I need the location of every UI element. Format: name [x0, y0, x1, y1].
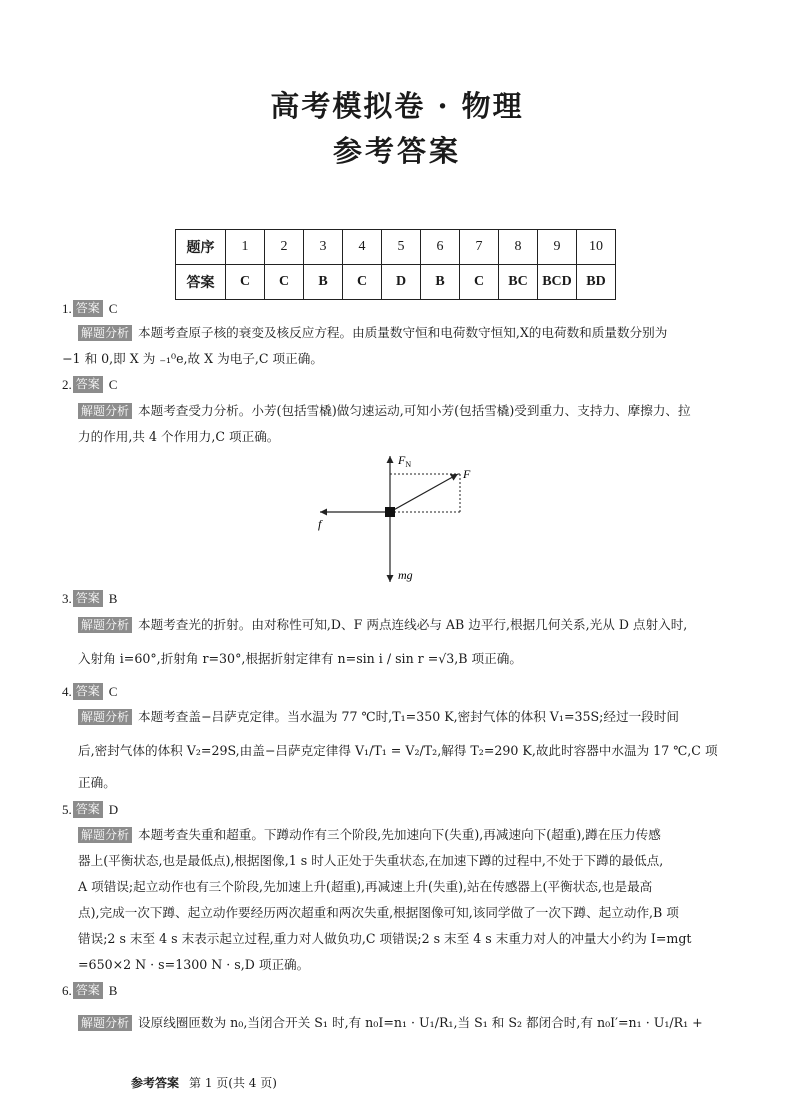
question-4-analysis — [78, 704, 728, 796]
question-number: 6. — [62, 982, 72, 998]
page-title: 高考模拟卷 · 物理 — [270, 89, 524, 123]
question-1-analysis — [62, 320, 728, 372]
block — [385, 507, 395, 517]
analysis-line: A 项错误;起立动作也有三个阶段,先加速上升(超重),再减速上升(失重),站在传感器上(平衡状态,也是最高 — [78, 879, 653, 894]
answer-tag: 答案 — [73, 801, 103, 818]
answer-table-number-row — [176, 230, 616, 265]
pull-force-arrow — [390, 474, 458, 512]
question-number: 3. — [62, 590, 72, 606]
table-cell: 8 — [499, 230, 538, 265]
analysis-tag: 解题分析 — [78, 1015, 132, 1031]
table-cell: C — [460, 265, 499, 300]
analysis-line: =650×2 N · s=1300 N · s,D 项正确。 — [78, 957, 310, 972]
analysis-line: 器上(平衡状态,也是最低点),根据图像,1 s 时人正处于失重状态,在加速下蹲的过程中,不处于下蹲的最低点, — [78, 853, 664, 868]
analysis-line: 本题考查盖−吕萨克定律。当水温为 77 ℃时,T₁=350 K,密封气体的体积 V₁=35S;经过一段时间 — [138, 709, 679, 724]
question-answer: C — [108, 300, 118, 316]
table-cell: 7 — [460, 230, 499, 265]
page-footer — [131, 1074, 277, 1091]
analysis-line: 本题考查失重和超重。下蹲动作有三个阶段,先加速向下(失重),再减速向下(超重),蹲在压力传感 — [138, 827, 661, 842]
pull-force-label: F — [463, 467, 471, 481]
answer-tag: 答案 — [73, 300, 103, 317]
analysis-line: 力的作用,共 4 个作用力,C 项正确。 — [78, 429, 280, 444]
gravity-label: mg — [398, 568, 413, 582]
answer-tag: 答案 — [73, 683, 103, 700]
question-3-header — [62, 590, 117, 607]
analysis-line: 正确。 — [78, 775, 116, 790]
analysis-line: 入射角 i=60°,折射角 r=30°,根据折射定律有 n=sin i / sin r =√3,B 项正确。 — [78, 651, 522, 666]
page-number: 第 1 页(共 4 页) — [189, 1076, 277, 1090]
table-cell: B — [421, 265, 460, 300]
question-answer: C — [108, 376, 118, 392]
table-cell: BCD — [538, 265, 577, 300]
analysis-line: 本题考查光的折射。由对称性可知,D、F 两点连线必与 AB 边平行,根据几何关系,光从 D 点射入时, — [138, 617, 688, 632]
table-cell: 3 — [304, 230, 343, 265]
table-cell: 10 — [577, 230, 616, 265]
table-cell: 4 — [343, 230, 382, 265]
table-cell: C — [265, 265, 304, 300]
table-cell: 5 — [382, 230, 421, 265]
analysis-tag: 解题分析 — [78, 617, 132, 633]
question-1-header — [62, 300, 117, 317]
answer-tag: 答案 — [73, 376, 103, 393]
table-cell: BC — [499, 265, 538, 300]
table-cell: 6 — [421, 230, 460, 265]
answer-tag: 答案 — [73, 590, 103, 607]
table-cell: C — [343, 265, 382, 300]
footer-label: 参考答案 — [131, 1076, 180, 1090]
analysis-tag: 解题分析 — [78, 827, 132, 843]
question-answer: B — [108, 590, 118, 606]
analysis-line: 设原线圈匝数为 n₀,当闭合开关 S₁ 时,有 n₀I=n₁ · U₁/R₁,当 S₁ 和 S₂ 都闭合时,有 n₀I′=n₁ · U₁/R₁ + — [138, 1015, 703, 1030]
analysis-tag: 解题分析 — [78, 403, 132, 419]
question-number: 4. — [62, 683, 72, 699]
table-cell: 1 — [226, 230, 265, 265]
table-cell: BD — [577, 265, 616, 300]
question-2-analysis — [78, 398, 728, 450]
table-cell: D — [382, 265, 421, 300]
question-number: 5. — [62, 801, 72, 817]
question-6-analysis — [78, 1010, 728, 1036]
normal-force-label: $F_N$ — [398, 453, 412, 469]
force-diagram — [300, 448, 490, 590]
analysis-tag: 解题分析 — [78, 709, 132, 725]
analysis-line: 后,密封气体的体积 V₂=29S,由盖−吕萨克定律得 V₁/T₁ = V₂/T₂,解得 T₂=290 K,故此时容器中水温为 17 ℃,C 项 — [78, 743, 718, 758]
table-cell: B — [304, 265, 343, 300]
analysis-line: 本题考查原子核的衰变及核反应方程。由质量数守恒和电荷数守恒知,X的电荷数和质量数分别为 — [138, 325, 668, 340]
table-cell: C — [226, 265, 265, 300]
row-label-answer: 答案 — [176, 265, 226, 300]
friction-label: f — [318, 517, 322, 531]
answer-table-answer-row — [176, 265, 616, 300]
question-2-header — [62, 376, 117, 393]
question-5-header — [62, 801, 118, 818]
analysis-line: 错误;2 s 末至 4 s 末表示起立过程,重力对人做负功,C 项错误;2 s 末至 4 s 末重力对人的冲量大小约为 I=mgt — [78, 931, 692, 946]
question-4-header — [62, 683, 117, 700]
analysis-tag: 解题分析 — [78, 325, 132, 341]
table-cell: 2 — [265, 230, 304, 265]
question-answer: C — [108, 683, 118, 699]
row-label-number: 题序 — [176, 230, 226, 265]
analysis-line: −1 和 0,即 X 为 ₋₁⁰e,故 X 为电子,C 项正确。 — [62, 351, 323, 366]
question-5-analysis — [78, 822, 728, 978]
question-answer: B — [108, 982, 118, 998]
question-3-analysis — [78, 612, 728, 672]
answer-table — [175, 229, 616, 300]
answer-tag: 答案 — [73, 982, 103, 999]
table-cell: 9 — [538, 230, 577, 265]
question-number: 1. — [62, 300, 72, 316]
question-6-header — [62, 982, 117, 999]
analysis-line: 点),完成一次下蹲、起立动作要经历两次超重和两次失重,根据图像可知,该同学做了一次下蹲、起立动作,B 项 — [78, 905, 679, 920]
question-answer: D — [108, 801, 119, 817]
page-subtitle: 参考答案 — [332, 134, 461, 168]
question-number: 2. — [62, 376, 72, 392]
analysis-line: 本题考查受力分析。小芳(包括雪橇)做匀速运动,可知小芳(包括雪橇)受到重力、支持力、摩擦力、拉 — [138, 403, 691, 418]
